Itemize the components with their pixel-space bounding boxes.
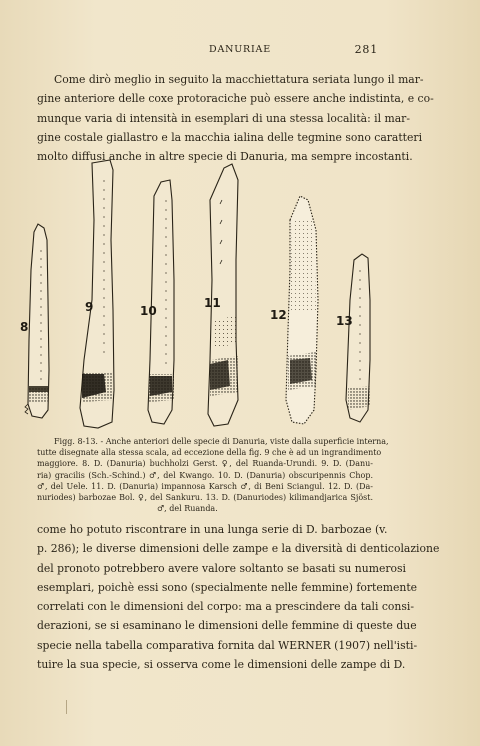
text-line: del pronoto potrebbero avere valore soltanto se basati su numerosi xyxy=(37,561,406,575)
leg-figures-illustration xyxy=(14,160,384,432)
text-line: esemplari, poichè essi sono (specialmente nelle femmine) fortemente xyxy=(37,580,418,594)
leg-drawing-9 xyxy=(80,160,114,428)
figure-caption xyxy=(37,436,389,514)
figure-label-10: 10 xyxy=(140,304,157,318)
figure-label-13: 13 xyxy=(336,314,353,328)
figure-label-11: 11 xyxy=(204,296,221,310)
margin-mark xyxy=(66,700,67,714)
text-line: munque varia di intensità in esemplari di una stessa località: il mar- xyxy=(37,111,410,125)
text-line: p. 286); le diverse dimensioni delle zampe e la diversità di denticolazione xyxy=(37,542,440,556)
paragraph-top xyxy=(37,70,434,166)
caption-line: tutte disegnate alla stessa scala, ad eccezione della fig. 9 che è ad un ingrandimento xyxy=(37,448,382,458)
text-line: tuire la sua specie, si osserva come le dimensioni delle zampe di D. xyxy=(37,658,406,672)
caption-line: maggiore. 8. D. (Danuria) buchholzi Gerst. ♀, del Ruanda-Urundi. 9. D. (Danu- xyxy=(37,459,373,469)
text-line: come ho potuto riscontrare in una lunga serie di D. barbozae (v. xyxy=(37,523,388,536)
text-line: gine costale giallastro e la macchia ialina delle tegmine sono caratteri xyxy=(37,130,423,144)
caption-line: nuriodes) barbozae Bol. ♀, del Sankuru. 13. D. (Danuriodes) kilimandjarica Sjöst. xyxy=(37,493,373,503)
text-line: specie nella tabella comparativa fornita dal WERNER (1907) nell'isti- xyxy=(37,638,418,652)
caption-line: ria) gracilis (Sch.-Schind.) ♂, del Kwango. 10. D. (Danuria) obscuripennis Chop. xyxy=(37,470,373,480)
text-line: molto diffusi anche in altre specie di Danuria, ma sempre incostanti. xyxy=(37,150,413,164)
text-line: correlati con le dimensioni del corpo: ma a prescindere da tali consi- xyxy=(37,600,414,614)
leg-drawing-10 xyxy=(140,180,174,424)
figure-label-8: 8 xyxy=(20,320,29,334)
leg-drawing-12 xyxy=(270,196,318,424)
running-head xyxy=(0,44,480,60)
page-number: 281 xyxy=(354,43,378,56)
caption-line: Figg. 8-13. - Anche anteriori delle specie di Danuria, viste dalla superficie interna, xyxy=(54,437,389,446)
caption-line: ♂, del Uele. 11. D. (Danuria) impannosa Karsch ♂, di Beni Sciangul. 12. D. (Da- xyxy=(37,481,373,491)
leg-drawing-11 xyxy=(204,164,238,426)
leg-drawing-8 xyxy=(20,224,49,418)
leg-drawing-13 xyxy=(336,254,370,422)
text-line: derazioni, se si esaminano le dimensioni delle femmine di queste due xyxy=(37,619,417,633)
paragraph-bottom xyxy=(37,520,440,674)
text-line: Come dirò meglio in seguito la macchiettatura seriata lungo il mar- xyxy=(54,73,424,86)
figure-label-12: 12 xyxy=(270,308,287,322)
text-line: gine anteriore delle coxe protoraciche può essere anche indistinta, e co- xyxy=(37,92,434,106)
running-title: DANURIAE xyxy=(209,44,271,55)
caption-line: ♂, del Ruanda. xyxy=(157,504,218,514)
figure-label-9: 9 xyxy=(85,300,94,314)
